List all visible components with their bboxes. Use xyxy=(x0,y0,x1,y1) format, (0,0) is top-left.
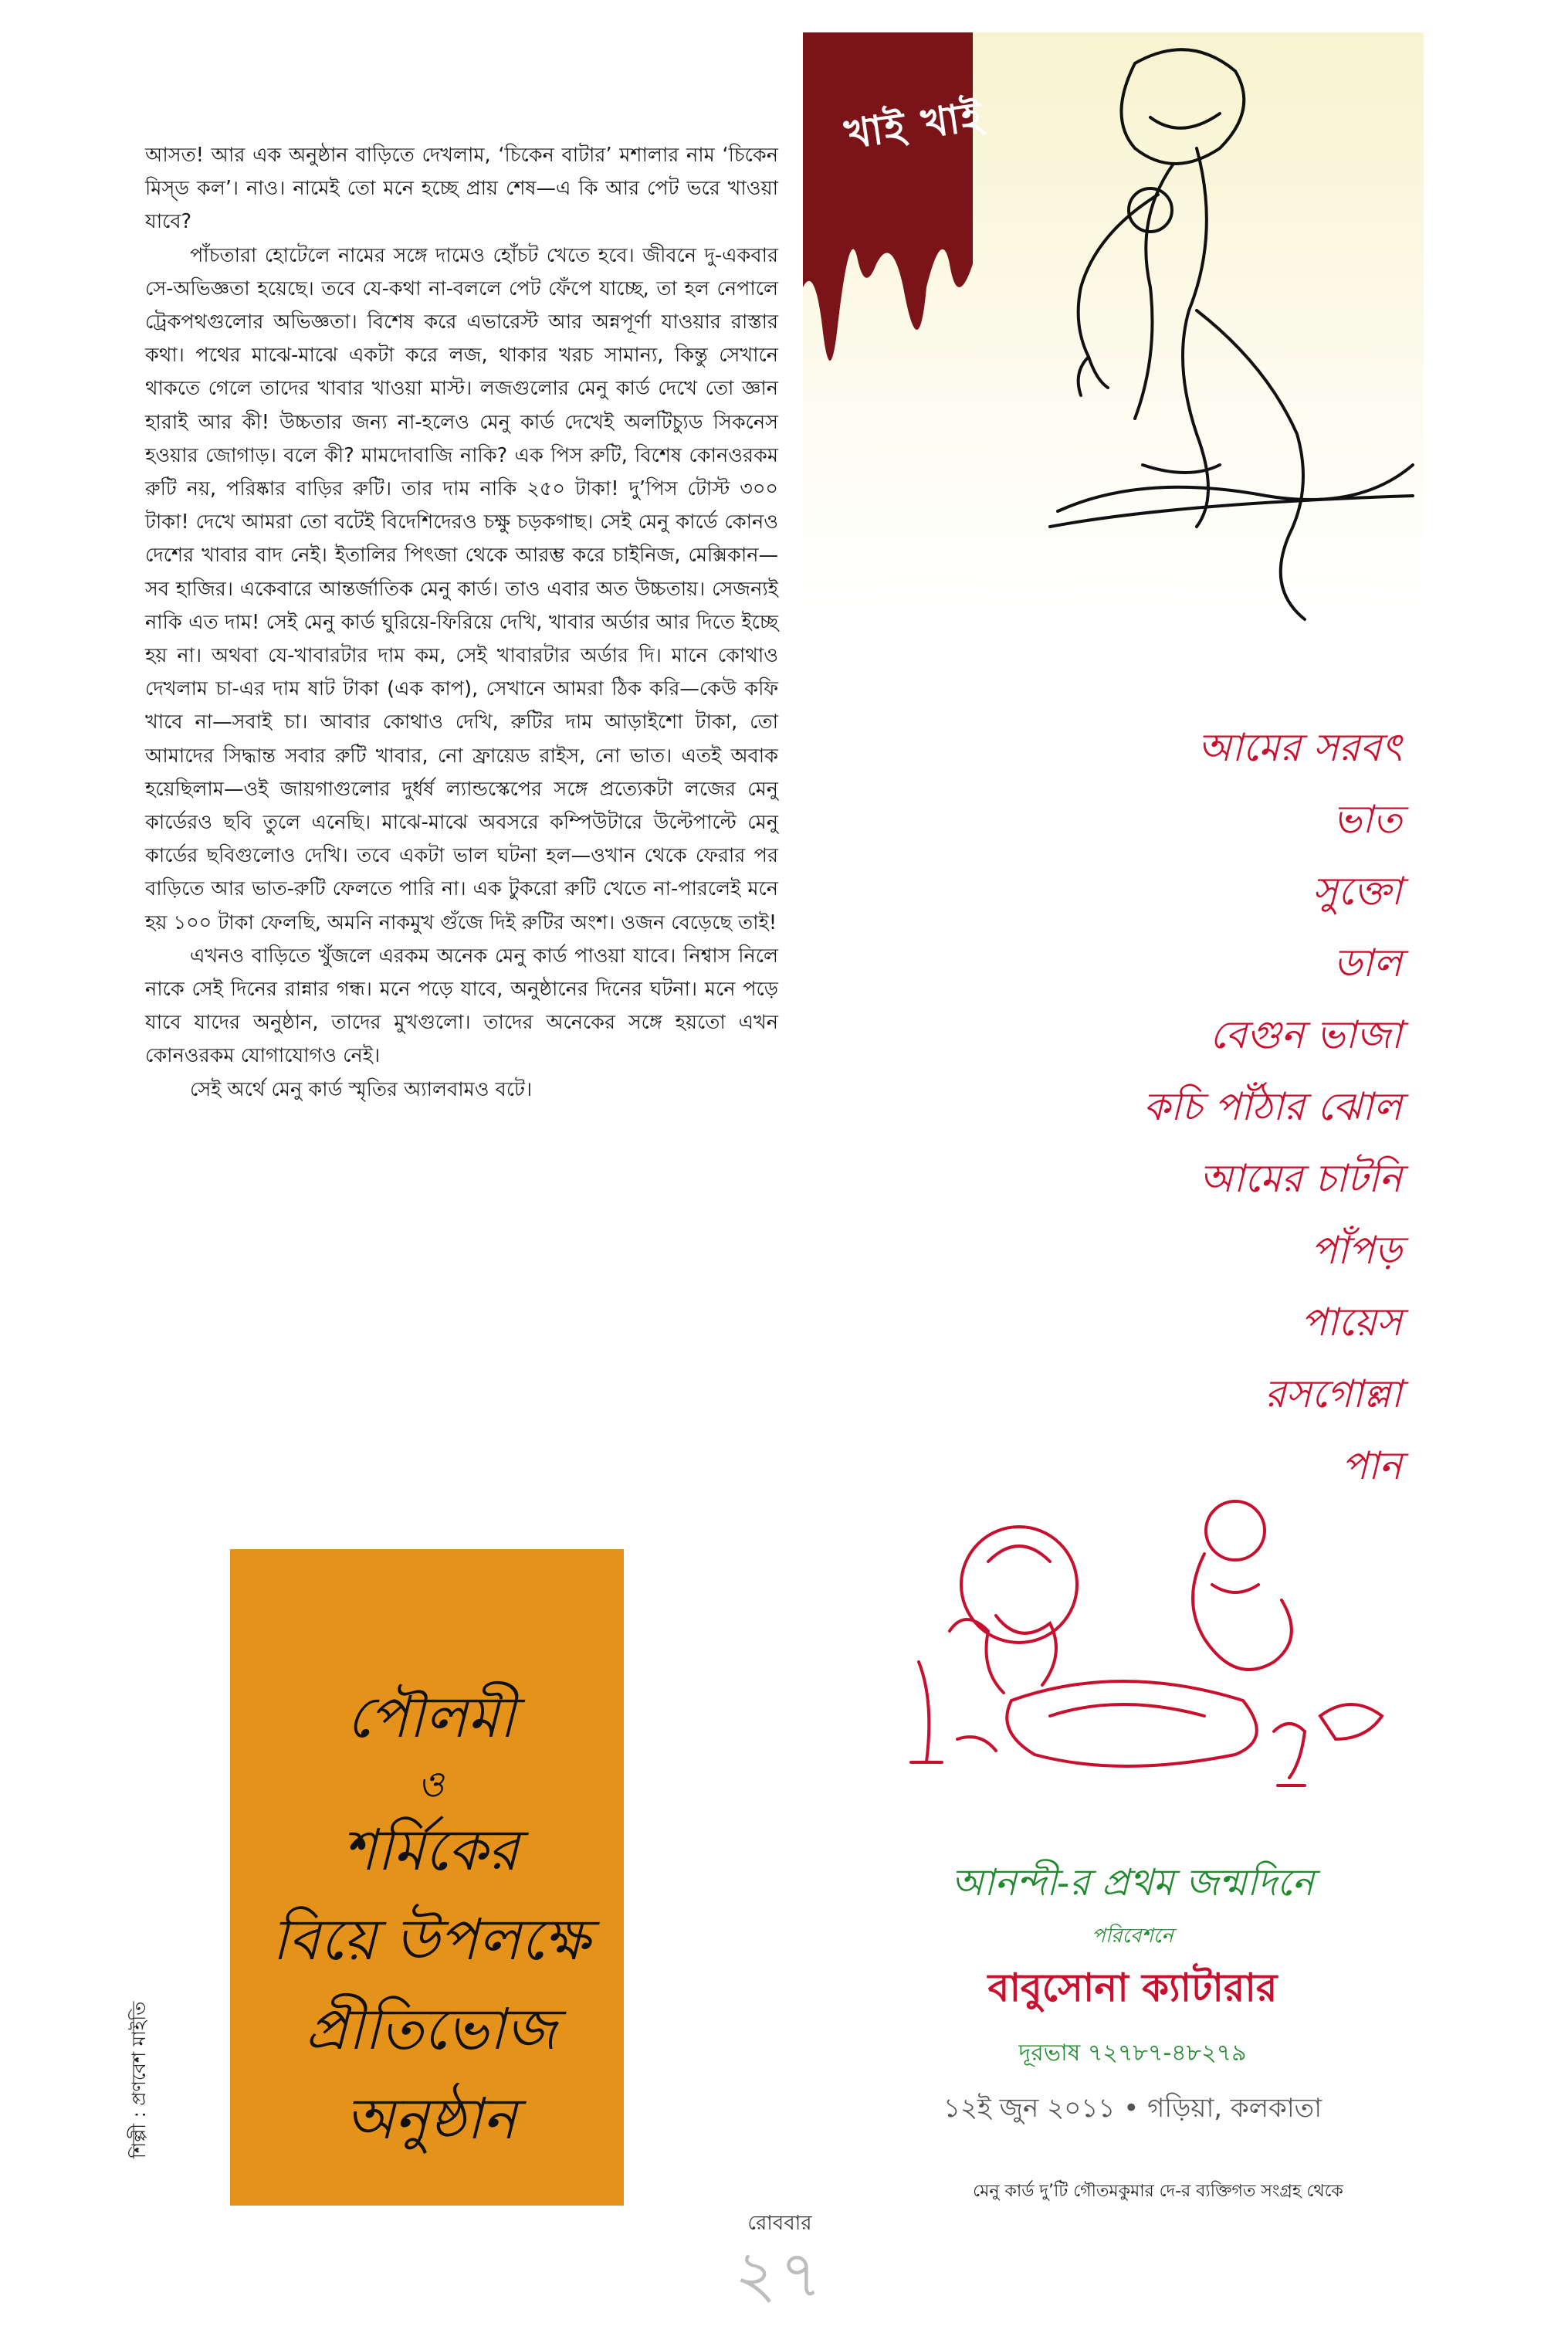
banner-title: খাই খাই xyxy=(842,93,987,159)
artist-credit: শিল্পী : প্রণবেশ মাইতি xyxy=(128,2001,150,2158)
menu-item: কচি পাঁঠার ঝোল xyxy=(1143,1084,1402,1129)
article-paragraph: পাঁচতারা হোটেলে নামের সঙ্গে দামেও হোঁচট খেতে হবে। জীবনে দু-একবার সে-অভিজ্ঞতা হয়েছে। তবে যে-কথা না-বললে পেট ফেঁপে যাচ্ছে, তা হল নেপালে ট্রেকপথগুলোর অভিজ্ঞতা। বিশেষ করে এভারেস্ট আর অন্নপূর্ণা যাওয়ার রাস্তার কথা। পথের মাঝে-মাঝে একটা করে লজ, থাকার খরচ সামান্য, কিন্তু সেখানে থাকতে গেলে তাদের খাবার খাওয়া মাস্ট। লজগুলোর মেনু কার্ড দেখে তো জ্ঞান হারাই আর কী! উচ্চতার জন্য না-হলেও মেনু কার্ড দেখেই অলটিচ্যুড সিকনেস হওয়ার জোগাড়। বলে কী? মামদোবাজি নাকি? এক পিস রুটি, বিশেষ কোনওরকম রুটি নয়, পরিষ্কার বাড়ির রুটি। তার দাম নাকি ২৫০ টাকা! দু’পিস টোস্ট ৩০০ টাকা! দেখে আমরা তো বটেই বিদেশিদেরও চক্ষু চড়কগাছ। সেই মেনু কার্ডে কোনও দেশের খাবার বাদ নেই। ইতালির পিৎজা থেকে আরম্ভ করে চাইনিজ, মেক্সিকান—সব হাজির। একেবারে আন্তর্জাতিক মেনু কার্ড। তাও এবার অত উচ্চতায়। সেজন্যই নাকি এত দাম! সেই মেনু কার্ড ঘুরিয়ে-ফিরিয়ে দেখি, খাবার অর্ডার আর দিতে ইচ্ছে হয় না। অথবা যে-খাবারটার দাম কম, সেই খাবারটার অর্ডার দি। মানে কোথাও দেখলাম চা-এর দাম ষাট টাকা (এক কাপ), সেখানে আমরা ঠিক করি—কেউ কফি খাবে না—সবাই চা। আবার কোথাও দেখি, রুটির দাম আড়াইশো টাকা, তো আমাদের সিদ্ধান্ত সবার রুটি খাবার, নো ফ্রায়েড রাইস, নো ভাত। এতই অবাক হয়েছিলাম—ওই জায়গাগুলোর দুর্ধর্ষ ল্যান্ডস্কেপের সঙ্গে প্রত্যেকটা লজের মেনু কার্ডেরও ছবি তুলে এনেছি। মাঝে-মাঝে অবসরে কম্পিউটারে উল্টেপাল্টে মেনু কার্ডের ছবিগুলোও দেখি। তবে একটা ভাল ঘটনা হল—ওখান থেকে ফেরার পর বাড়িতে আর ভাত-রুটি ফেলতে পারি না। এক টুকরো রুটি খেতে না-পারলেই মনে হয় ১০০ টাকা ফেলছি, অমনি নাকমুখ গুঁজে দিই রুটির অংশ। ওজন বেড়েছে তাই! xyxy=(145,243,778,934)
invitation-line: ও xyxy=(418,1763,444,1805)
invitation-line: শর্মিকের xyxy=(342,1817,520,1884)
menu-card xyxy=(803,32,1424,2124)
page-number: ২৭ xyxy=(734,2236,825,2312)
menu-item: বেগুন ভাজা xyxy=(1209,1012,1402,1057)
invitation-line: পৌলমী xyxy=(346,1684,516,1751)
magazine-name: রোববার xyxy=(747,2212,812,2235)
article-body xyxy=(145,139,778,1107)
served-by-label: পরিবেশনে xyxy=(1092,1924,1173,1948)
caterer-phone: দূরভাষ ৭২৭৮৭-৪৮২৭৯ xyxy=(1018,2040,1247,2067)
invitation-card xyxy=(230,1549,624,2206)
menu-item: ডাল xyxy=(1333,941,1402,985)
menu-item: আমের চাটনি xyxy=(1199,1156,1402,1201)
menu-item: পায়েস xyxy=(1300,1300,1402,1345)
menu-item: পান xyxy=(1341,1443,1402,1488)
invitation-line: প্রীতিভোজ xyxy=(305,1996,557,2063)
invitation-line: বিয়ে উপলক্ষে xyxy=(272,1907,590,1973)
photo-credit: মেনু কার্ড দু’টি গৌতমকুমার দে-র ব্যক্তিগত সংগ্রহ থেকে xyxy=(973,2182,1343,2201)
invitation-line: অনুষ্ঠান xyxy=(344,2086,517,2152)
menu-item: পাঁপড় xyxy=(1310,1228,1402,1273)
article-paragraph: এখনও বাড়িতে খুঁজলে এরকম অনেক মেনু কার্ড পাওয়া যাবে। নিশ্বাস নিলে নাকে সেই দিনের রান্নার গন্ধ। মনে পড়ে যাবে, অনুষ্ঠানের দিনের ঘটনা। মনে পড়ে যাবে যাদের অনুষ্ঠান, তাদের মুখগুলো। তাদের অনেকের সঙ্গে হয়তো এখন কোনওরকম যোগাযোগও নেই। xyxy=(145,944,778,1068)
menu-item: রসগোল্লা xyxy=(1265,1372,1402,1416)
caterer-name: বাবুসোনা ক্যাটারার xyxy=(987,1965,1278,2010)
menu-item: আমের সরবৎ xyxy=(1197,725,1402,770)
menu-list xyxy=(1143,712,1402,1502)
feast-illustration xyxy=(872,1484,1397,1816)
occasion-text: আনন্দী-র প্রথম জন্মদিনে xyxy=(951,1861,1314,1904)
menu-item: সুক্তো xyxy=(1312,869,1402,914)
date-place: ১২ই জুন ২০১১ • গড়িয়া, কলকাতা xyxy=(943,2093,1322,2124)
article-paragraph: আসত! আর এক অনুষ্ঠান বাড়িতে দেখলাম, ‘চিকেন বাটার’ মশালার নাম ‘চিকেন মিস্‌ড কল’। নাও। নামেই তো মনে হচ্ছে প্রায় শেষ—এ কি আর পেট ভরে খাওয়া যাবে? xyxy=(145,144,778,234)
monkey-illustration xyxy=(942,32,1421,650)
menu-item: ভাত xyxy=(1333,797,1402,842)
article-paragraph: সেই অর্থে মেনু কার্ড স্মৃতির অ্যালবামও বটে। xyxy=(190,1077,533,1101)
invitation-calligraphy xyxy=(253,1673,608,2164)
